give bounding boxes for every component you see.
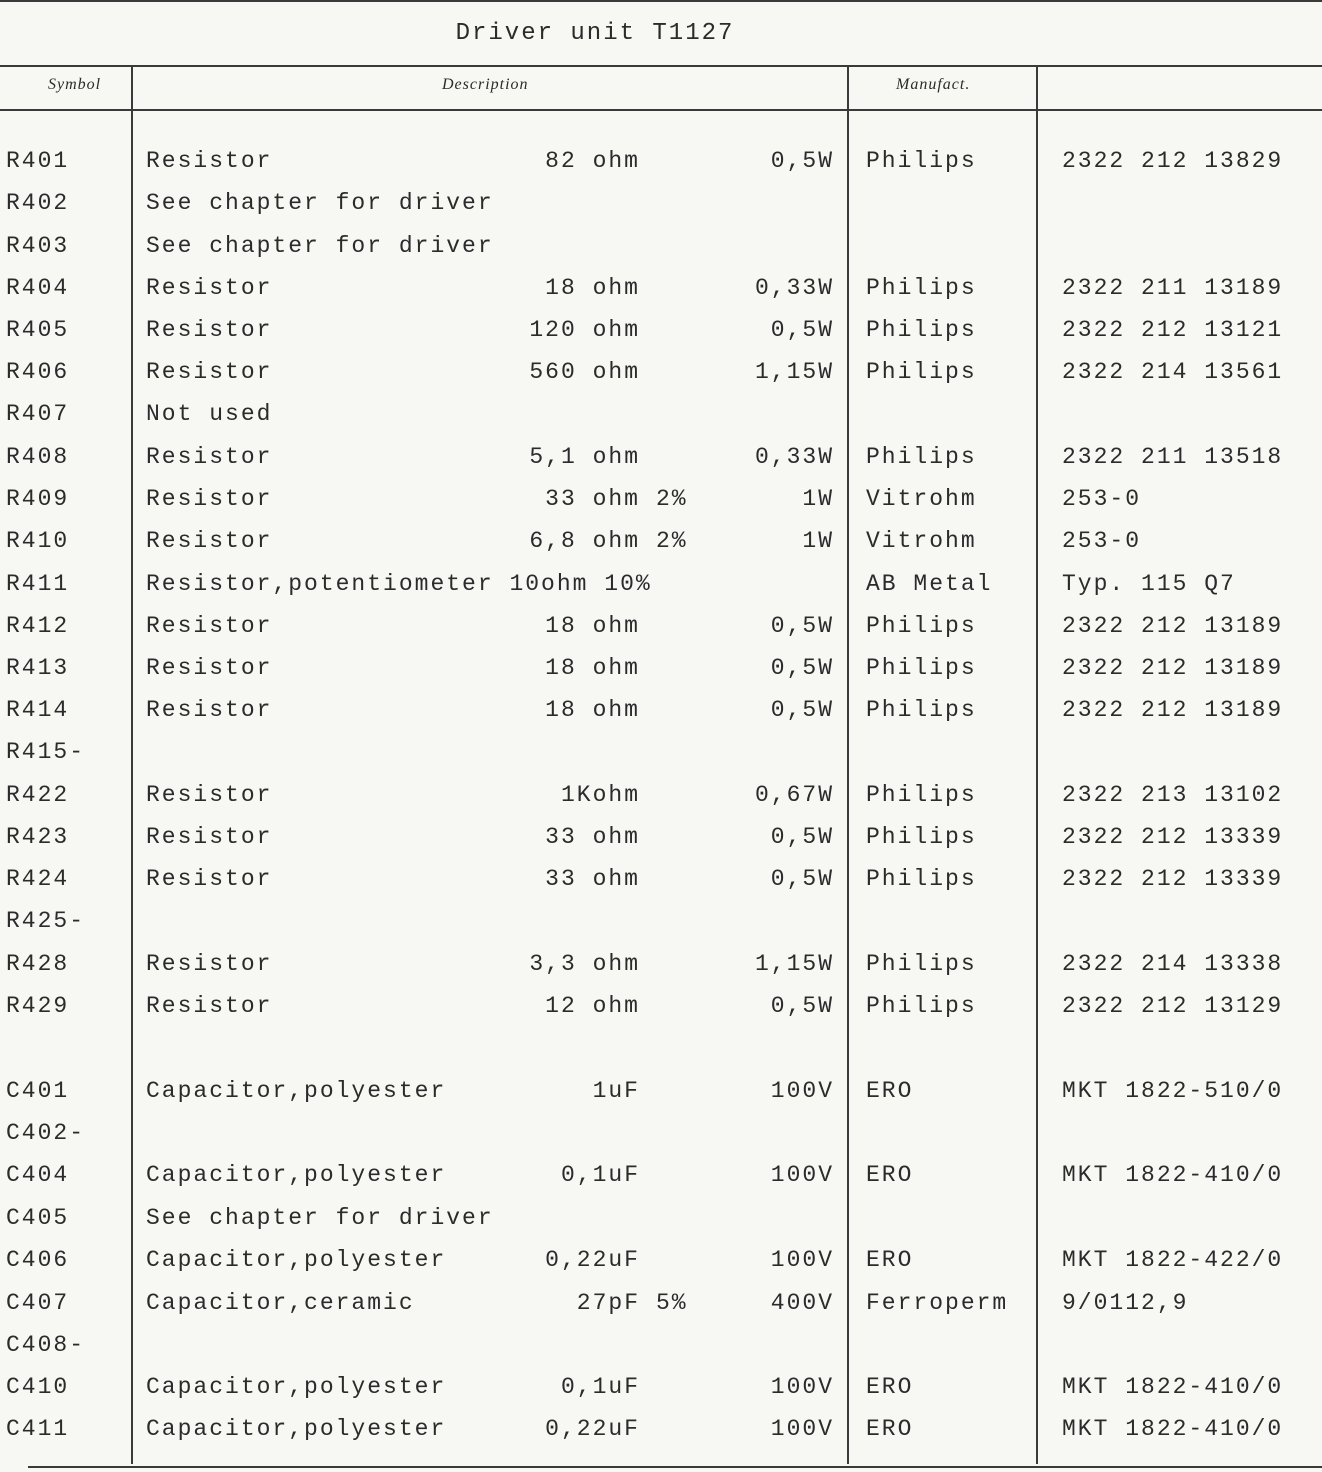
part-description: Capacitor,polyester <box>146 1078 447 1104</box>
part-description: Resistor <box>146 655 273 681</box>
part-symbol: C408- <box>6 1332 86 1358</box>
part-number: 2322 213 13102 <box>1062 782 1284 808</box>
part-manufacturer: Philips <box>866 613 977 639</box>
part-manufacturer: ERO <box>866 1374 914 1400</box>
part-symbol: R424 <box>6 866 70 892</box>
header-top-rule <box>0 65 1322 67</box>
table-row <box>0 1120 1322 1162</box>
part-symbol: R422 <box>6 782 70 808</box>
part-manufacturer: Ferroperm <box>866 1290 1009 1316</box>
part-manufacturer: Philips <box>866 951 977 977</box>
part-number: 2322 212 13189 <box>1062 655 1284 681</box>
part-number: MKT 1822-410/0 <box>1062 1374 1284 1400</box>
table-row <box>0 1416 1322 1458</box>
part-rating: 0,5W <box>770 866 834 892</box>
part-tolerance: 5% <box>656 1290 688 1316</box>
part-rating: 0,5W <box>770 148 834 174</box>
part-number: MKT 1822-410/0 <box>1062 1416 1284 1442</box>
part-rating: 100V <box>770 1247 834 1273</box>
part-symbol: R405 <box>6 317 70 343</box>
table-row <box>0 190 1322 232</box>
part-number: Typ. 115 Q7 <box>1062 571 1236 597</box>
part-description: Resistor <box>146 528 273 554</box>
part-manufacturer: AB Metal <box>866 571 993 597</box>
part-manufacturer: Philips <box>866 866 977 892</box>
part-tolerance: 2% <box>656 528 688 554</box>
part-description: Resistor <box>146 486 273 512</box>
part-description: Capacitor,polyester <box>146 1162 447 1188</box>
part-value: 1Kohm <box>560 782 640 808</box>
part-description: Not used <box>146 401 273 427</box>
table-row <box>0 866 1322 908</box>
part-manufacturer: Philips <box>866 782 977 808</box>
top-rule <box>0 0 1322 2</box>
part-description: Resistor <box>146 444 273 470</box>
part-value: 27pF <box>576 1290 640 1316</box>
part-number: 2322 212 13129 <box>1062 993 1284 1019</box>
part-value: 5,1 ohm <box>529 444 640 470</box>
part-number: 253-0 <box>1062 528 1142 554</box>
part-rating: 100V <box>770 1374 834 1400</box>
part-description: Resistor <box>146 824 273 850</box>
part-description: Capacitor,polyester <box>146 1416 447 1442</box>
table-row <box>0 739 1322 781</box>
table-row <box>0 444 1322 486</box>
part-number: 2322 211 13189 <box>1062 275 1284 301</box>
part-manufacturer: ERO <box>866 1247 914 1273</box>
part-description: Resistor <box>146 275 273 301</box>
table-row <box>0 359 1322 401</box>
table-row <box>0 908 1322 950</box>
part-description: Resistor <box>146 148 273 174</box>
part-number: MKT 1822-410/0 <box>1062 1162 1284 1188</box>
part-rating: 100V <box>770 1416 834 1442</box>
part-description: Capacitor,ceramic <box>146 1290 415 1316</box>
part-symbol: R423 <box>6 824 70 850</box>
part-manufacturer: ERO <box>866 1162 914 1188</box>
part-symbol: R425- <box>6 908 86 934</box>
part-number: 2322 212 13339 <box>1062 866 1284 892</box>
part-number: 253-0 <box>1062 486 1142 512</box>
table-row <box>0 486 1322 528</box>
part-number: 2322 214 13338 <box>1062 951 1284 977</box>
part-value: 12 ohm <box>545 993 640 1019</box>
part-manufacturer: Vitrohm <box>866 528 977 554</box>
part-rating: 0,5W <box>770 993 834 1019</box>
part-rating: 0,5W <box>770 655 834 681</box>
part-symbol: R415- <box>6 739 86 765</box>
table-row <box>0 148 1322 190</box>
part-manufacturer: Philips <box>866 655 977 681</box>
part-description: Resistor <box>146 951 273 977</box>
part-rating: 0,33W <box>754 275 834 301</box>
part-tolerance: 2% <box>656 486 688 512</box>
part-rating: 1W <box>802 486 834 512</box>
part-value: 33 ohm <box>545 824 640 850</box>
part-description: Resistor,potentiometer 10ohm 10% <box>146 571 652 597</box>
part-rating: 0,5W <box>770 824 834 850</box>
table-row <box>0 1205 1322 1247</box>
part-number: MKT 1822-510/0 <box>1062 1078 1284 1104</box>
part-manufacturer: Philips <box>866 275 977 301</box>
part-rating: 100V <box>770 1078 834 1104</box>
part-symbol: C407 <box>6 1290 70 1316</box>
part-rating: 0,67W <box>754 782 834 808</box>
table-row <box>0 1078 1322 1120</box>
part-rating: 1W <box>802 528 834 554</box>
part-manufacturer: ERO <box>866 1416 914 1442</box>
table-row <box>0 317 1322 359</box>
part-symbol: R406 <box>6 359 70 385</box>
part-manufacturer: ERO <box>866 1078 914 1104</box>
table-row <box>0 655 1322 697</box>
part-description: Resistor <box>146 613 273 639</box>
table-row <box>0 824 1322 866</box>
part-number: 2322 212 13189 <box>1062 613 1284 639</box>
part-description: Resistor <box>146 866 273 892</box>
part-symbol: R403 <box>6 233 70 259</box>
part-manufacturer: Philips <box>866 359 977 385</box>
part-description: Capacitor,polyester <box>146 1247 447 1273</box>
part-symbol: C401 <box>6 1078 70 1104</box>
part-number: 2322 214 13561 <box>1062 359 1284 385</box>
part-number: 2322 212 13189 <box>1062 697 1284 723</box>
part-description: Resistor <box>146 782 273 808</box>
table-row <box>0 233 1322 275</box>
table-row <box>0 275 1322 317</box>
part-value: 18 ohm <box>545 275 640 301</box>
part-value: 18 ohm <box>545 613 640 639</box>
part-value: 82 ohm <box>545 148 640 174</box>
part-symbol: C402- <box>6 1120 86 1146</box>
part-value: 33 ohm <box>545 486 640 512</box>
part-symbol: C410 <box>6 1374 70 1400</box>
part-description: See chapter for driver <box>146 190 494 216</box>
part-symbol: R409 <box>6 486 70 512</box>
table-row <box>0 613 1322 655</box>
part-symbol: C404 <box>6 1162 70 1188</box>
part-symbol: R429 <box>6 993 70 1019</box>
part-value: 0,22uF <box>545 1247 640 1273</box>
header-bottom-rule <box>0 109 1322 111</box>
part-manufacturer: Vitrohm <box>866 486 977 512</box>
part-symbol: R407 <box>6 401 70 427</box>
part-symbol: R401 <box>6 148 70 174</box>
part-description: Resistor <box>146 359 273 385</box>
part-value: 18 ohm <box>545 655 640 681</box>
header-manufacturer: Manufact. <box>896 76 971 93</box>
part-rating: 0,5W <box>770 613 834 639</box>
part-number: 2322 212 13829 <box>1062 148 1284 174</box>
part-value: 0,22uF <box>545 1416 640 1442</box>
header-description: Description <box>442 76 529 93</box>
part-value: 3,3 ohm <box>529 951 640 977</box>
part-number: 9/0112,9 <box>1062 1290 1189 1316</box>
part-rating: 0,33W <box>754 444 834 470</box>
part-symbol: R410 <box>6 528 70 554</box>
part-description: Capacitor,polyester <box>146 1374 447 1400</box>
bottom-rule <box>28 1466 1322 1468</box>
table-row <box>0 571 1322 613</box>
part-rating: 0,5W <box>770 317 834 343</box>
part-rating: 400V <box>770 1290 834 1316</box>
part-description: Resistor <box>146 697 273 723</box>
part-value: 33 ohm <box>545 866 640 892</box>
table-row <box>0 697 1322 739</box>
part-symbol: C406 <box>6 1247 70 1273</box>
part-description: See chapter for driver <box>146 1205 494 1231</box>
part-symbol: R402 <box>6 190 70 216</box>
part-manufacturer: Philips <box>866 824 977 850</box>
part-symbol: R412 <box>6 613 70 639</box>
header-symbol: Symbol <box>48 76 102 93</box>
part-number: 2322 211 13518 <box>1062 444 1284 470</box>
part-description: Resistor <box>146 993 273 1019</box>
part-symbol: R413 <box>6 655 70 681</box>
part-number: 2322 212 13339 <box>1062 824 1284 850</box>
table-row <box>0 1332 1322 1374</box>
table-row <box>0 401 1322 443</box>
part-symbol: R404 <box>6 275 70 301</box>
part-manufacturer: Philips <box>866 697 977 723</box>
table-row <box>0 951 1322 993</box>
table-row <box>0 528 1322 570</box>
part-value: 18 ohm <box>545 697 640 723</box>
part-description: See chapter for driver <box>146 233 494 259</box>
part-manufacturer: Philips <box>866 148 977 174</box>
part-symbol: R408 <box>6 444 70 470</box>
page-title: Driver unit T1127 <box>455 20 735 47</box>
part-value: 560 ohm <box>529 359 640 385</box>
part-manufacturer: Philips <box>866 993 977 1019</box>
table-row <box>0 1162 1322 1204</box>
part-rating: 100V <box>770 1162 834 1188</box>
part-symbol: R411 <box>6 571 70 597</box>
table-row <box>0 782 1322 824</box>
part-symbol: R428 <box>6 951 70 977</box>
part-rating: 1,15W <box>754 951 834 977</box>
part-value: 1uF <box>592 1078 640 1104</box>
part-manufacturer: Philips <box>866 317 977 343</box>
table-row <box>0 1374 1322 1416</box>
part-description: Resistor <box>146 317 273 343</box>
part-symbol: C411 <box>6 1416 70 1442</box>
part-value: 0,1uF <box>560 1162 640 1188</box>
table-row <box>0 1247 1322 1289</box>
part-value: 0,1uF <box>560 1374 640 1400</box>
part-number: MKT 1822-422/0 <box>1062 1247 1284 1273</box>
part-number: 2322 212 13121 <box>1062 317 1284 343</box>
part-value: 120 ohm <box>529 317 640 343</box>
part-rating: 1,15W <box>754 359 834 385</box>
part-symbol: R414 <box>6 697 70 723</box>
part-rating: 0,5W <box>770 697 834 723</box>
part-value: 6,8 ohm <box>529 528 640 554</box>
part-symbol: C405 <box>6 1205 70 1231</box>
table-row <box>0 1290 1322 1332</box>
table-row <box>0 993 1322 1035</box>
part-manufacturer: Philips <box>866 444 977 470</box>
